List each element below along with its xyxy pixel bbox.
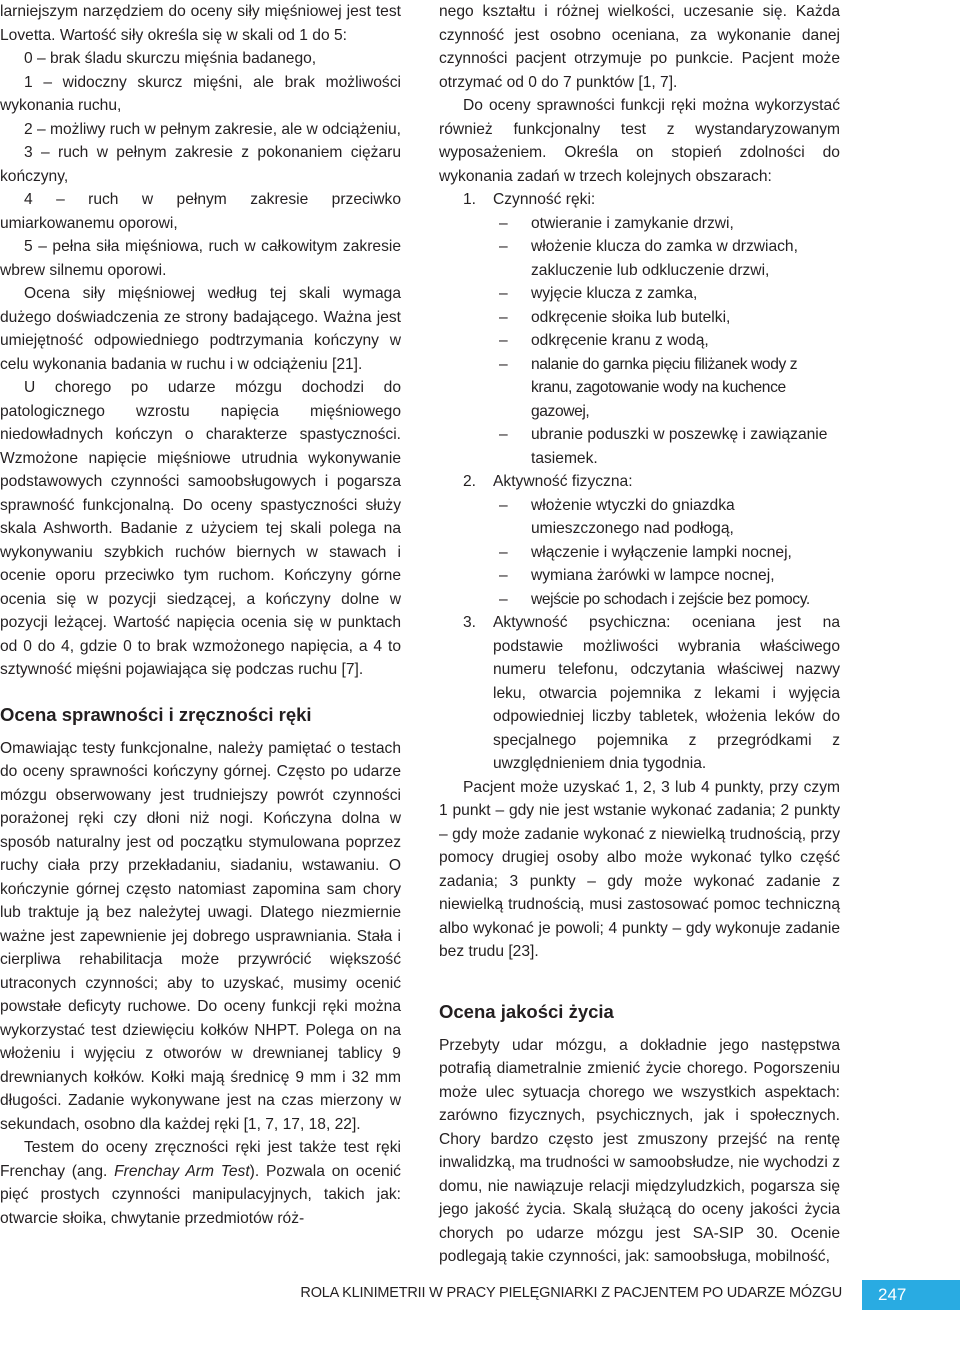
area-1-number: 1.	[463, 191, 477, 208]
scale-item-5: 5 – pełna siła mięśniowa, ruch w całkowitym zakresie wbrew silnemu oporowi.	[0, 238, 401, 279]
area-3-text: Aktywność psychiczna: oceniana jest na podstawie możliwości wybrania właściwego numeru telefonu, odczytania właściwej nazwy leku, otwarcia pojemnika z lekami i wyjęcia odpowiedniej liczby tabletek, włożenia leków do specjalnego pojemnika z przegródkami z uwzględnieniem dnia tygodnia.	[493, 614, 840, 772]
list-item: – wymiana żarówki w lampce nocnej,	[439, 564, 840, 588]
paragraph-ocena-sily: Ocena siły mięśniowej według tej skali wymaga dużego doświadczenia ze strony badającego. Ważna jest umiejętność odpowiedniego podtrzymania kończyny w celu wykonania badania w ruchu i w odciążeniu [21].	[0, 285, 401, 373]
left-column	[0, 0, 401, 1230]
paragraph-intro: larniejszym narzędziem do oceny siły mięśniowej jest test Lovetta. Wartość siły określa się w skali od 1 do 5:	[0, 3, 401, 44]
area-1-list	[439, 212, 840, 471]
area-2-number: 2.	[463, 473, 477, 490]
area-3-number: 3.	[463, 614, 477, 631]
list-item: – otwieranie i zamykanie drzwi,	[439, 212, 840, 236]
frenchay-text-b: ). Pozwala on ocenić pięć prostych czynności manipulacyjnych, takich jak: otwarcie słoika, chwytanie przedmiotów róż-	[0, 1162, 401, 1227]
scale-item-4: 4 – ruch w pełnym zakresie przeciwko umiarkowanemu oporowi,	[0, 191, 401, 232]
area-2	[439, 470, 840, 494]
list-item: – włożenie klucza do zamka w drzwiach, zakluczenie lub odkluczenie drzwi,	[439, 235, 840, 282]
heading-jakosc-zycia: Ocena jakości życia	[439, 1000, 614, 1022]
scale-item-2: 2 – możliwy ruch w pełnym zakresie, ale w odciążeniu,	[24, 120, 402, 138]
scale-item-0: 0 – brak śladu skurczu mięśnia badanego,	[24, 50, 317, 67]
list-item: – włączenie i wyłączenie lampki nocnej,	[439, 541, 840, 565]
area-2-title: Aktywność fizyczna:	[493, 473, 633, 490]
list-item: – nalanie do garnka pięciu filiżanek wody z kranu, zagotowanie wody na kuchence gazowej,	[439, 353, 840, 424]
right-column	[439, 0, 840, 1269]
scale-item-1: 1 – widoczny skurcz mięśni, ale brak możliwości wykonania ruchu,	[0, 73, 401, 114]
paragraph-zycie: Przebyty udar mózgu, a dokładnie jego następstwa potrafią diametralnie zmienić życie chorego. Pogorszeniu może ulec sytuacja chorego we wszystkich aspektach: zarówno fizycznych, psychicznych, jak i społecznych. Chory bardzo często jest zmuszony przejść na rentę inwalidzką, ma trudności w samoobsłudze, nie wychodzi z domu, nie nawiązuje relacji międzyludzkich, pogarsza się jego jakość życia. Skalą służącą do oceny jakości życia chorych po udarze mózgu jest SA-SIP 30. Ocenie podlegają takie czynności, jak: samoobsługa, mobilność,	[439, 1036, 840, 1265]
paragraph-spastycznosc: U chorego po udarze mózgu dochodzi do patologicznego wzrostu napięcia mięśniowego niedowładnych kończyn o charakterze spastyczności. Wzmożone napięcie mięśniowe utrudnia wykonywanie podstawowych czynności samoobsługowych i pogarsza sprawność funkcjonalną. Do oceny spastyczności służy skala Ashworth. Badanie z użyciem tej skali polega na wykonywaniu szybkich ruchów biernych w stawach i ocenie oporu przeciwko tym ruchom. Kończyny górne ocenia się w pozycji siedzącej, a kończyny dolne w pozycji leżącej. Wartość napięcia ocenia się w punktach od 0 do 4, gdzie 0 to brak wzmożonego napięcia, a 4 to sztywność mięśni pojawiająca się podczas ruchu [7].	[0, 379, 401, 678]
running-title: ROLA KLINIMETRII W PRACY PIELĘGNIARKI Z PACJENTEM PO UDARZE MÓZGU	[300, 1285, 842, 1301]
area-1-title: Czynność ręki:	[493, 191, 596, 208]
area-1	[439, 188, 840, 212]
paragraph-frenchay	[0, 1136, 401, 1230]
paragraph-punkty: Pacjent może uzyskać 1, 2, 3 lub 4 punkty, przy czym 1 punkt – gdy nie jest wstanie wykonać zadania; 2 punkty – gdy może zadanie wykonać z niewielką trudnością, przy pomocy drugiej osoby albo może wykonać tylko część zadania; 3 punkty – gdy może wykonać zadanie z niewielką trudnością, musi zastosować pomoc techniczną albo wykonać je powoli; 4 punkty – gdy wykonuje zadanie bez trudu [23].	[439, 778, 840, 960]
list-item: – włożenie wtyczki do gniazdka umieszczonego nad podłogą,	[439, 494, 840, 541]
page-number-badge	[862, 1280, 960, 1310]
paragraph-funkcje: Do oceny sprawności funkcji ręki można wykorzystać również funkcjonalny test z wystandaryzowanym wyposażeniem. Określa on stopień zdolności do wykonania zadań w trzech kolejnych obszarach:	[439, 97, 840, 185]
list-item: – wejście po schodach i zejście bez pomocy.	[439, 588, 840, 612]
heading-sprawnosc-reki: Ocena sprawności i zręczności ręki	[0, 703, 312, 725]
scale-item-3: 3 – ruch w pełnym zakresie z pokonaniem ciężaru kończyny,	[0, 144, 401, 185]
page-footer	[0, 1280, 960, 1310]
list-item: – ubranie poduszki w poszewkę i zawiązanie tasiemek.	[439, 423, 840, 470]
area-2-list	[439, 494, 840, 612]
frenchay-italic: Frenchay Arm Test	[114, 1162, 250, 1180]
list-item: – wyjęcie klucza z zamka,	[439, 282, 840, 306]
list-item: – odkręcenie słoika lub butelki,	[439, 306, 840, 330]
list-item: – odkręcenie kranu z wodą,	[439, 329, 840, 353]
frenchay-text-a: Testem do oceny zręczności ręki jest także test ręki Frenchay (ang.	[0, 1139, 401, 1180]
page-number: 247	[878, 1285, 907, 1304]
area-3	[439, 611, 840, 776]
paragraph-omawiajac: Omawiając testy funkcjonalne, należy pamiętać o testach do oceny sprawności kończyny górnej. Często po udarze mózgu obserwowany jest trudniejszy powrót czynności porażonej ręki czy dłoni niż nogi. Kończyna dolna w sposób naturalny jest od początku stymulowana poprzez ruchy ciała przy przekładaniu, siadaniu, wstawaniu. O kończynie górnej często natomiast zapomina sam chory lub traktuje ją bez należytej uwagi. Dlatego niezmiernie ważne jest zapewnienie jej dobrego usprawniania. Stała i cierpliwa rehabilitacja może przywrócić większość utraconych czynności; aby to uzyskać, musimy ocenić powstałe deficyty ruchowe. Do oceny funkcji ręki można wykorzystać test dziewięciu kołków NHPT. Polega on na włożeniu i wyjęciu z otworów w drewnianej tablicy 9 drewnianych kołków. Kołki mają średnicę 9 mm i 32 mm długości. Zadanie wykonywane jest na czas mierzony w sekundach, osobno dla każdej ręki [1, 7, 17, 18, 22].	[0, 739, 401, 1133]
paragraph-continued: nego kształtu i różnej wielkości, uczesanie się. Każda czynność jest osobno oceniana, za wykonanie danej czynności pacjent otrzymuje po punkcie. Pacjent może otrzymać od 0 do 7 punktów [1, 7].	[439, 3, 840, 91]
